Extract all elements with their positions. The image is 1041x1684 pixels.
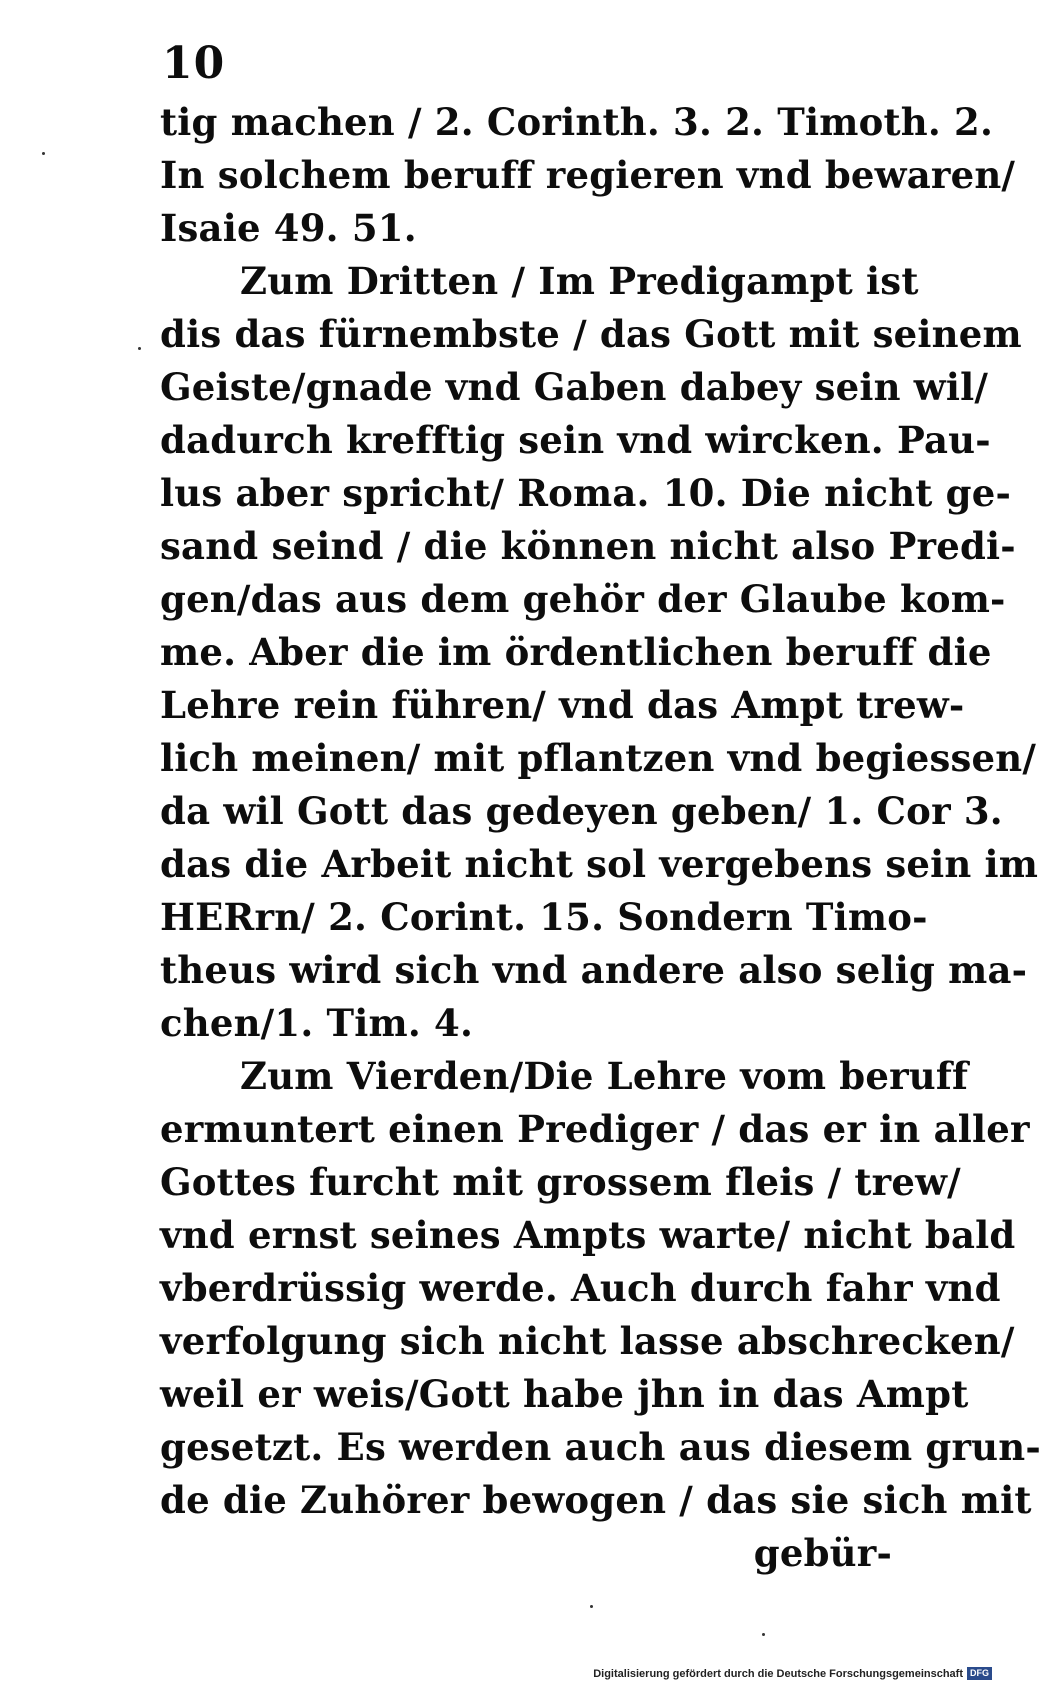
ink-speck: [42, 152, 45, 155]
text-line: vnd ernst seines Ampts warte/ nicht bald: [160, 1213, 1016, 1257]
footer-credit: Digitalisierung gefördert durch die Deutsche Forschungsgemeinschaft: [593, 1667, 963, 1680]
text-line: Zum Vierden/Die Lehre vom beruff: [240, 1054, 969, 1098]
catchword: gebür-: [753, 1531, 892, 1575]
text-line: Gottes furcht mit grossem fleis / trew/: [160, 1160, 961, 1204]
text-line: tig machen / 2. Corinth. 3. 2. Timoth. 2.: [160, 100, 994, 144]
text-line: me. Aber die im ördentlichen beruff die: [160, 630, 992, 674]
text-line: vberdrüssig werde. Auch durch fahr vnd: [160, 1266, 1001, 1310]
text-line: das die Arbeit nicht sol vergebens sein im: [160, 842, 1039, 886]
text-line: weil er weis/Gott habe jhn in das Ampt: [160, 1372, 969, 1416]
body-text: [160, 96, 1041, 1580]
text-line: Geiste/gnade vnd Gaben dabey sein wil/: [160, 365, 989, 409]
dfg-logo: DFG: [967, 1667, 992, 1680]
ink-speck: [590, 1605, 593, 1608]
text-line: dadurch krefftig sein vnd wircken. Pau-: [160, 418, 991, 462]
text-line: de die Zuhörer bewogen / das sie sich mit: [160, 1478, 1032, 1522]
text-line: In solchem beruff regieren vnd bewaren/: [160, 153, 1016, 197]
text-line: chen/1. Tim. 4.: [160, 1001, 474, 1045]
text-line: theus wird sich vnd andere also selig ma-: [160, 948, 1028, 992]
text-line: Lehre rein führen/ vnd das Ampt trew-: [160, 683, 965, 727]
text-line: gen/das aus dem gehör der Glaube kom-: [160, 577, 1006, 621]
text-line: Isaie 49. 51.: [160, 206, 417, 250]
text-line: gesetzt. Es werden auch aus diesem grun-: [160, 1425, 1041, 1469]
page-number: 10: [162, 38, 226, 89]
text-line: lich meinen/ mit pflantzen vnd begiessen/: [160, 736, 1037, 780]
text-line: ermuntert einen Prediger / das er in aller: [160, 1107, 1030, 1151]
text-line: verfolgung sich nicht lasse abschrecken/: [160, 1319, 1015, 1363]
text-line: da wil Gott das gedeyen geben/ 1. Cor 3.: [160, 789, 1003, 833]
ink-speck: [762, 1633, 765, 1636]
text-line: dis das fürnembste / das Gott mit seinem: [160, 312, 1022, 356]
text-line: sand seind / die können nicht also Predi-: [160, 524, 1016, 568]
text-line: lus aber spricht/ Roma. 10. Die nicht ge-: [160, 471, 1012, 515]
text-line: HERrn/ 2. Corint. 15. Sondern Timo-: [160, 895, 928, 939]
digitization-footer: [593, 1667, 992, 1680]
text-line: Zum Dritten / Im Predigampt ist: [240, 259, 919, 303]
ink-speck: [138, 347, 141, 350]
